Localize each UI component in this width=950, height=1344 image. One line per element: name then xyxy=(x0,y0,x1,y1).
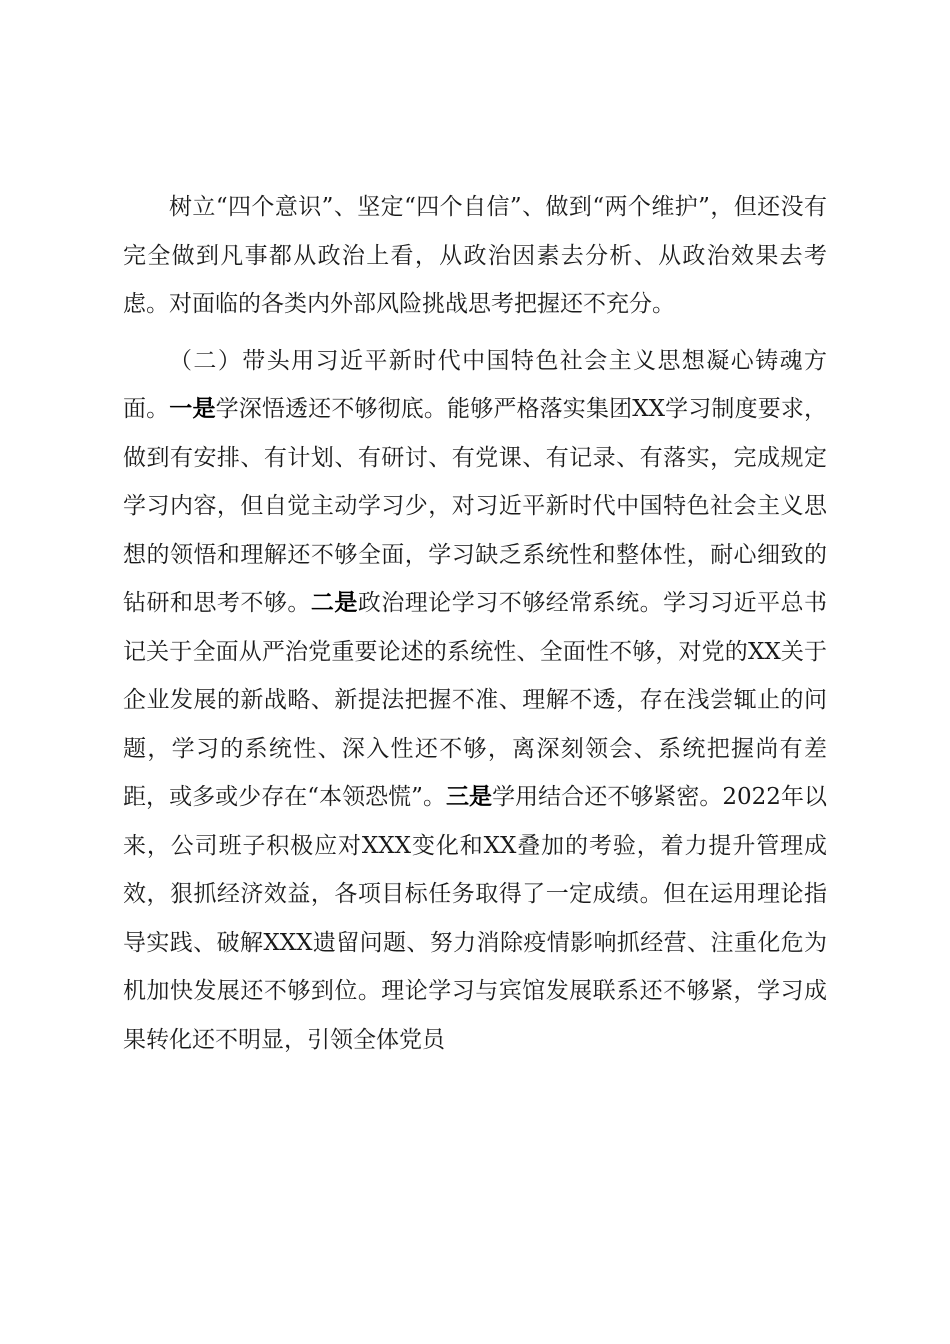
section-heading: （二）带头用习近平新时代中国特色社会主义思想凝心铸魂方面。 xyxy=(123,347,827,422)
paragraph-political-awareness xyxy=(123,183,827,329)
document-body xyxy=(123,183,827,1064)
point-three-text: 学用结合还不够紧密。2022年以来，公司班子积极应对XXX变化和XX叠加的考验，着力提升管理成效，狠抓经济效益，各项目标任务取得了一定成绩。但在运用理论指导实践、破解XXX遗留问题、努力消除疫情影响抓经营、注重化危为机加快发展还不够到位。理论学习与宾馆发展联系还不够紧，学习成果转化还不明显，引领全体党员 xyxy=(123,784,827,1053)
point-one-text: 学深悟透还不够彻底。能够严格落实集团XX学习制度要求，做到有安排、有计划、有研讨、有党课、有记录、有落实，完成规定学习内容，但自觉主动学习少，对习近平新时代中国特色社会主义思想的领悟和理解还不够全面，学习缺乏系统性和整体性，耐心细致的钻研和思考不够。 xyxy=(123,396,828,616)
point-two-text: 政治理论学习不够经常系统。学习习近平总书记关于全面从严治党重要论述的系统性、全面性不够，对党的XX关于企业发展的新战略、新提法把握不准、理解不透，存在浅尝辄止的问题，学习的系统性、深入性还不够，离深刻领会、系统把握尚有差距，或多或少存在“本领恐慌”。 xyxy=(123,590,828,810)
point-one-label: 一是 xyxy=(169,395,216,422)
point-three-label: 三是 xyxy=(446,783,493,810)
paragraph-text: 树立“四个意识”、坚定“四个自信”、做到“两个维护”，但还没有完全做到凡事都从政治上看，从政治因素去分析、从政治效果去考虑。对面临的各类内外部风险挑战思考把握还不充分。 xyxy=(123,194,827,317)
paragraph-theory-study xyxy=(123,337,827,1065)
point-two-label: 二是 xyxy=(310,589,358,616)
